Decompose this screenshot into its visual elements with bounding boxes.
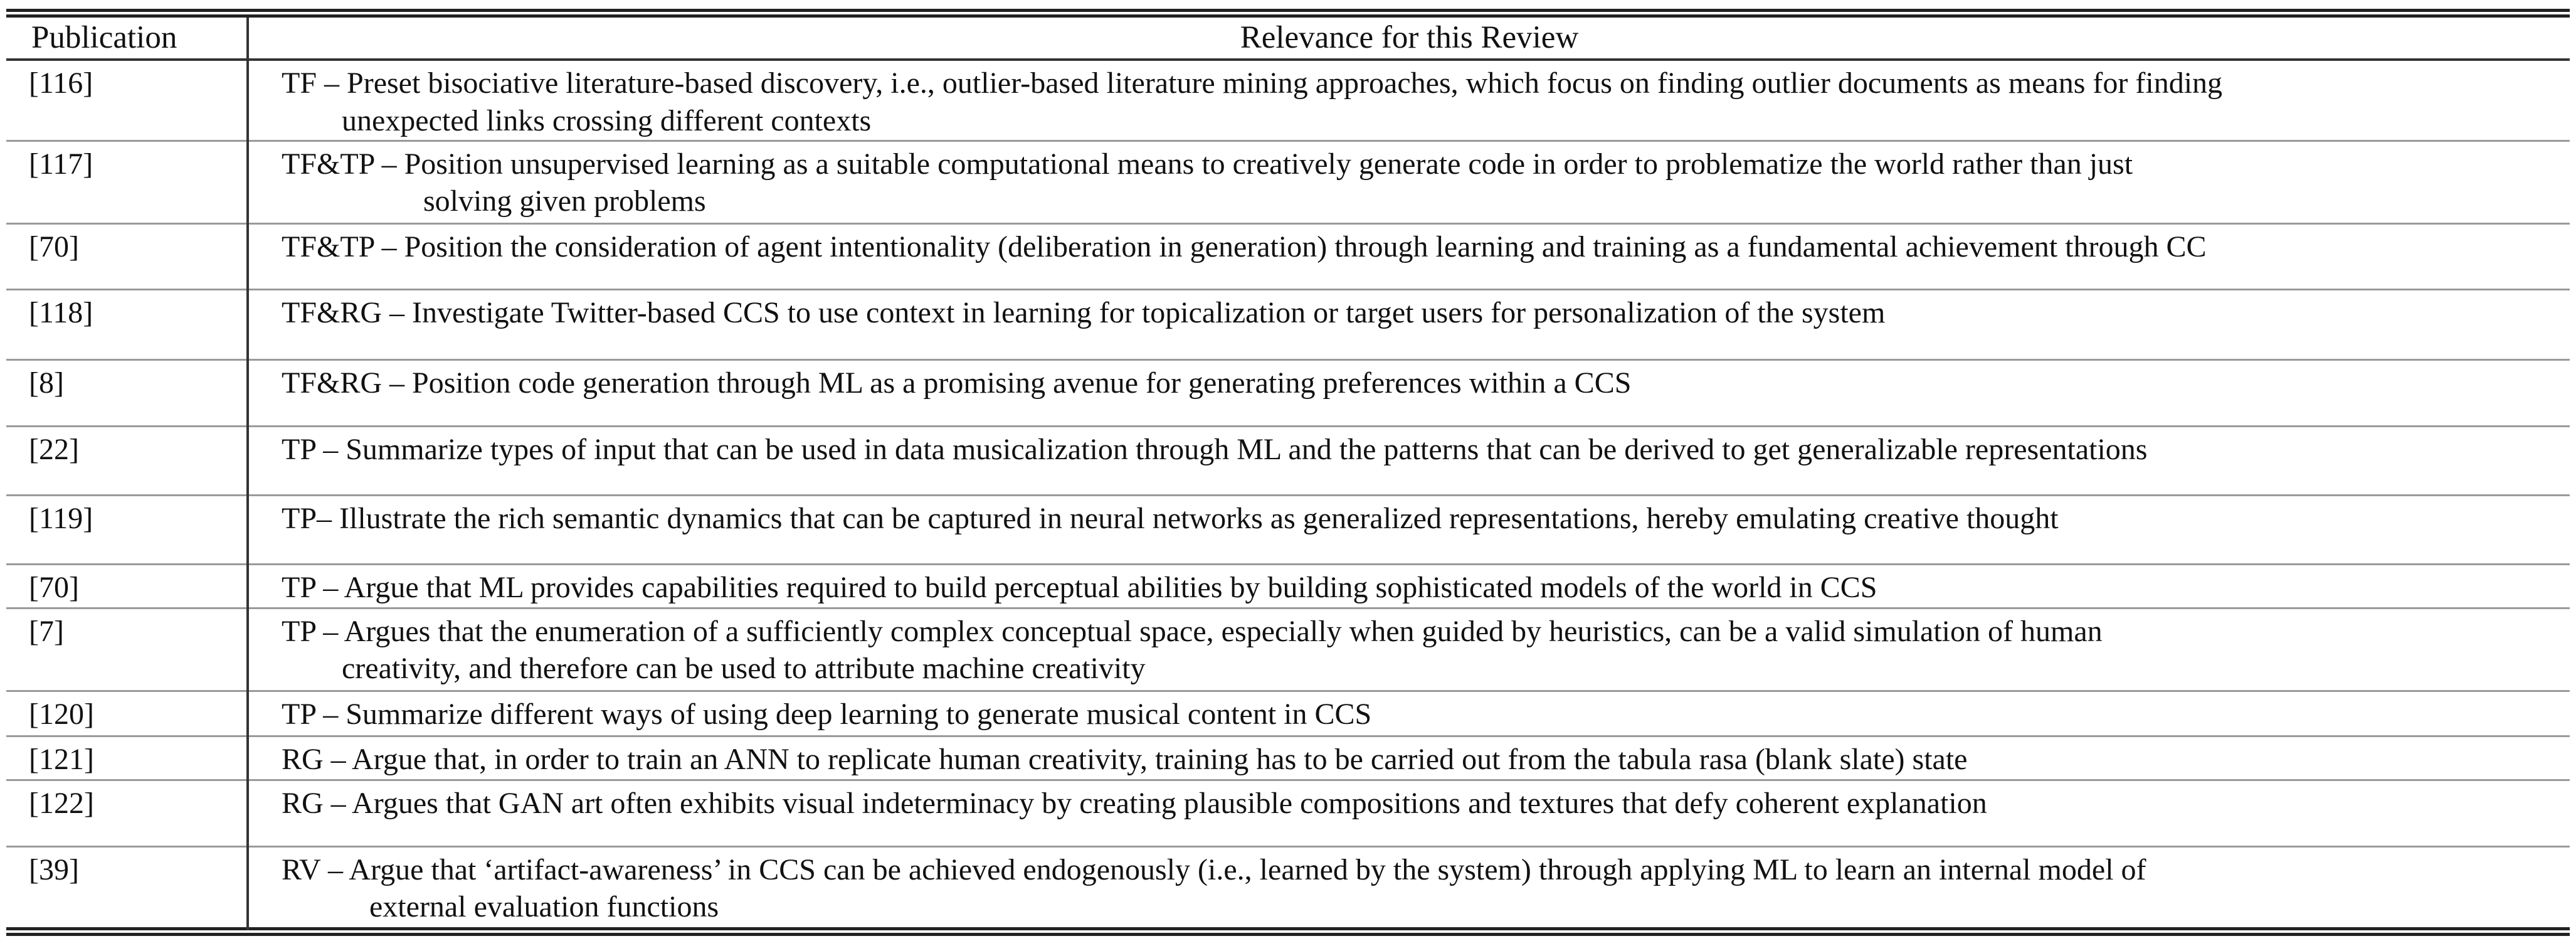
relevance-text: RV – Argue that ‘artifact-awareness’ in CCS can be achieved endogenously (i.e., learned by the system) through applying ML to learn an internal model of (282, 853, 2146, 886)
publication-relevance-table (6, 18, 2570, 930)
relevance-text-continued: creativity, and therefore can be used to attribute machine creativity (342, 652, 1146, 686)
publication-cell: [119] (6, 495, 248, 564)
relevance-cell (248, 608, 2570, 691)
relevance-text: RG – Argues that GAN art often exhibits visual indeterminacy by creating plausible compositions and textures that defy coherent explanation (282, 786, 1987, 820)
publication-cell: [121] (6, 736, 248, 780)
table-row (6, 846, 2570, 930)
publication-cell: [117] (6, 141, 248, 223)
table-row (6, 60, 2570, 141)
relevance-cell (248, 60, 2570, 141)
publication-cell: [118] (6, 289, 248, 359)
publication-cell: [39] (6, 846, 248, 930)
relevance-cell (248, 736, 2570, 780)
relevance-text-continued: unexpected links crossing different contexts (342, 104, 872, 137)
relevance-text: TF&RG – Investigate Twitter-based CCS to use context in learning for topicalization or target users for personalization of the system (282, 295, 1886, 329)
relevance-cell (248, 691, 2570, 736)
publication-cell: [7] (6, 608, 248, 691)
table-row (6, 141, 2570, 223)
relevance-text: TP– Illustrate the rich semantic dynamics that can be captured in neural networks as generalized representations, hereby emulating creative thought (282, 501, 2059, 535)
relevance-text: TP – Summarize types of input that can be used in data musicalization through ML and the patterns that can be derived to get generalizable representations (282, 432, 2148, 466)
publication-cell: [120] (6, 691, 248, 736)
table-row (6, 495, 2570, 564)
relevance-text: TF&TP – Position the consideration of agent intentionality (deliberation in generation) through learning and training as a fundamental achievement through CC (282, 230, 2207, 263)
table-row (6, 564, 2570, 608)
header-relevance: Relevance for this Review (248, 18, 2570, 60)
publication-cell: [22] (6, 426, 248, 495)
relevance-cell (248, 564, 2570, 608)
table-header-row (6, 18, 2570, 60)
relevance-text-continued: external evaluation functions (369, 890, 719, 924)
relevance-text: TF&RG – Position code generation through ML as a promising avenue for generating preferences within a CCS (282, 366, 1632, 400)
relevance-text: TF – Preset bisociative literature-based discovery, i.e., outlier-based literature mining approaches, which focus on finding outlier documents as means for finding (282, 66, 2223, 100)
relevance-cell (248, 846, 2570, 930)
relevance-text-continued: solving given problems (423, 184, 706, 218)
table-row (6, 223, 2570, 289)
relevance-text: TP – Argue that ML provides capabilities required to build perceptual abilities by building sophisticated models of the world in CCS (282, 570, 1877, 604)
header-publication: Publication (6, 18, 248, 60)
relevance-cell (248, 495, 2570, 564)
relevance-text: TP – Argues that the enumeration of a sufficiently complex conceptual space, especially when guided by heuristics, can be a valid simulation of human (282, 614, 2103, 648)
relevance-text: TP – Summarize different ways of using deep learning to generate musical content in CCS (282, 697, 1372, 731)
relevance-cell (248, 223, 2570, 289)
relevance-text: TF&TP – Position unsupervised learning as a suitable computational means to creatively generate code in order to problematize the world rather than just (282, 147, 2133, 181)
table-row (6, 691, 2570, 736)
relevance-cell (248, 780, 2570, 846)
publication-table-frame (6, 9, 2570, 936)
publication-cell: [70] (6, 223, 248, 289)
relevance-cell (248, 359, 2570, 426)
table-row (6, 608, 2570, 691)
publication-cell: [116] (6, 60, 248, 141)
table-row (6, 426, 2570, 495)
publication-cell: [8] (6, 359, 248, 426)
relevance-cell (248, 426, 2570, 495)
table-row (6, 780, 2570, 846)
relevance-cell (248, 141, 2570, 223)
table-row (6, 289, 2570, 359)
relevance-text: RG – Argue that, in order to train an ANN to replicate human creativity, training has to be carried out from the tabula rasa (blank slate) state (282, 742, 1968, 776)
publication-cell: [70] (6, 564, 248, 608)
relevance-cell (248, 289, 2570, 359)
table-row (6, 736, 2570, 780)
publication-cell: [122] (6, 780, 248, 846)
table-row (6, 359, 2570, 426)
